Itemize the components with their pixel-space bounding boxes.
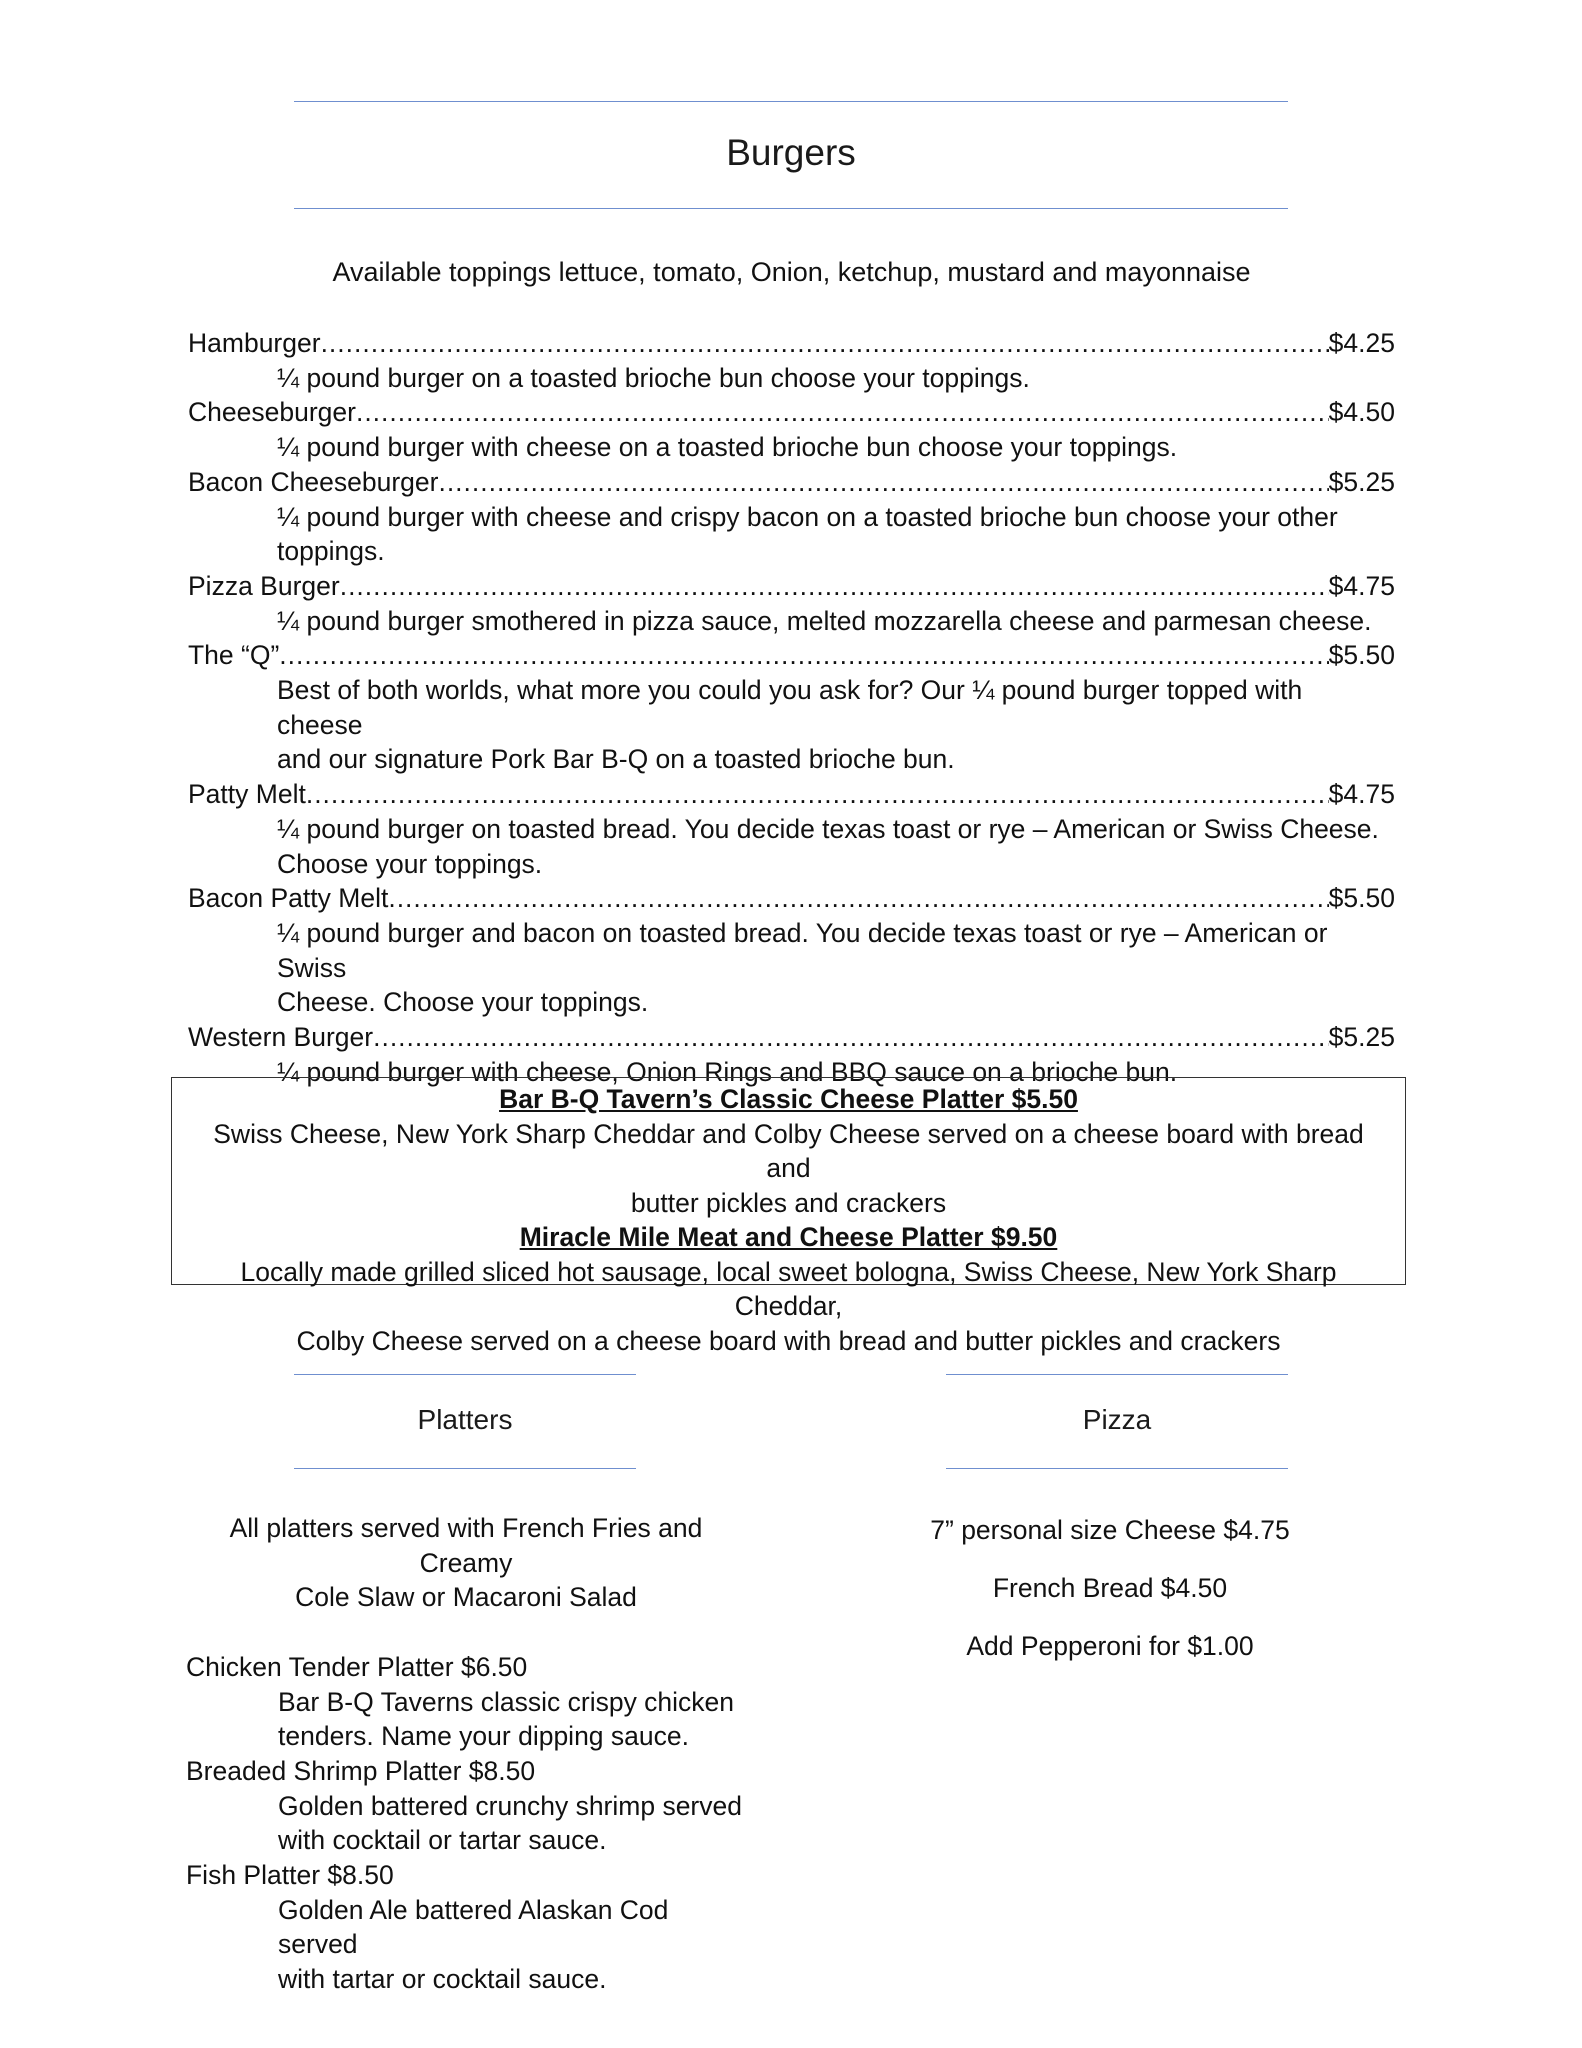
pizza-item-add-pepperoni: Add Pepperoni for $1.00: [966, 1631, 1254, 1662]
burger-item-bacon-patty-melt: [188, 881, 1395, 1020]
pizza-item-personal-cheese: 7” personal size Cheese $4.75: [930, 1515, 1290, 1545]
dot-leader: [340, 569, 1329, 604]
burger-list: [188, 326, 1395, 1089]
classic-cheese-platter-heading: Bar B-Q Tavern’s Classic Cheese Platter $5.50: [499, 1084, 1078, 1114]
item-description: Choose your toppings.: [277, 848, 543, 879]
item-description: ¼ pound burger and bacon on toasted bread. You decide texas toast or rye – American or Swiss: [277, 917, 1328, 983]
burgers-rule-top: [294, 101, 1288, 102]
platters-title: Platters: [417, 1404, 513, 1435]
dot-leader: [438, 465, 1328, 500]
platter-name: Chicken Tender Platter $6.50: [186, 1651, 528, 1682]
pizza-section: [910, 1513, 1310, 1688]
platter-item-chicken-tender: [186, 1650, 746, 1754]
burger-item-bacon-cheeseburger: [188, 465, 1395, 569]
item-name: Bacon Cheeseburger: [188, 466, 439, 497]
platter-description: with tartar or cocktail sauce.: [278, 1964, 607, 1995]
item-name: Bacon Patty Melt: [188, 883, 389, 914]
platters-intro: [186, 1511, 746, 1615]
item-description: ¼ pound burger on toasted bread. You decide texas toast or rye – American or Swiss Cheese.: [277, 813, 1379, 844]
platter-item-breaded-shrimp: [186, 1754, 746, 1858]
item-description: ¼ pound burger with cheese on a toasted brioche bun choose your toppings.: [277, 432, 1178, 463]
platter-description: with cocktail or tartar sauce.: [278, 1825, 607, 1856]
platter-description: Golden battered crunchy shrimp served: [278, 1790, 742, 1821]
item-description: ¼ pound burger smothered in pizza sauce, melted mozzarella cheese and parmesan cheese.: [277, 605, 1372, 636]
burger-item-pizza-burger: [188, 569, 1395, 638]
item-price: $5.25: [1328, 466, 1395, 497]
burger-item-the-q: [188, 638, 1395, 777]
item-name: Hamburger: [188, 328, 321, 358]
item-price: $5.50: [1328, 883, 1395, 914]
platter-description: Bar B-Q Taverns classic crispy chicken: [278, 1686, 735, 1717]
pizza-rule-top: [946, 1374, 1288, 1375]
item-description: toppings.: [277, 536, 385, 567]
classic-cheese-platter-text: Swiss Cheese, New York Sharp Cheddar and Colby Cheese served on a cheese board with bread and: [213, 1118, 1364, 1183]
item-name: Cheeseburger: [188, 397, 356, 428]
item-price: $4.50: [1328, 397, 1395, 428]
platter-name: Fish Platter $8.50: [186, 1860, 394, 1891]
burgers-toppings-note: Available toppings lettuce, tomato, Onion, ketchup, mustard and mayonnaise: [332, 257, 1251, 287]
dot-leader: [356, 395, 1329, 430]
platters-rule-top: [294, 1374, 636, 1375]
item-description: Cheese. Choose your toppings.: [277, 987, 649, 1018]
meat-cheese-platter-text: Colby Cheese served on a cheese board with bread and butter pickles and crackers: [296, 1325, 1281, 1356]
platter-name: Breaded Shrimp Platter $8.50: [186, 1755, 536, 1786]
dot-leader: [279, 638, 1328, 673]
item-description: ¼ pound burger on a toasted brioche bun choose your toppings.: [277, 362, 1030, 393]
burger-item-patty-melt: [188, 777, 1395, 881]
item-price: $4.25: [1328, 328, 1395, 358]
pizza-rule-bottom: [946, 1468, 1288, 1469]
platters-intro-line: All platters served with French Fries and Creamy: [229, 1513, 703, 1578]
item-name: Patty Melt: [188, 779, 306, 810]
cheese-platter-box: [171, 1077, 1406, 1356]
item-price: $4.75: [1328, 570, 1395, 601]
pizza-item-french-bread: French Bread $4.50: [992, 1573, 1228, 1604]
burgers-title: Burgers: [726, 132, 856, 173]
burger-item-hamburger: [188, 326, 1395, 395]
platters-intro-line: Cole Slaw or Macaroni Salad: [295, 1582, 637, 1613]
platters-section: [186, 1511, 746, 1997]
burger-item-cheeseburger: [188, 395, 1395, 464]
dot-leader: [388, 881, 1328, 916]
item-description: ¼ pound burger with cheese and crispy bacon on a toasted brioche bun choose your other: [277, 501, 1338, 532]
item-price: $4.75: [1328, 779, 1395, 810]
dot-leader: [321, 326, 1329, 361]
item-description: Best of both worlds, what more you could you ask for? Our ¼ pound burger topped with cheese: [277, 675, 1303, 740]
item-name: Western Burger: [188, 1022, 374, 1053]
item-price: $5.25: [1328, 1022, 1395, 1053]
classic-cheese-platter-text: butter pickles and crackers: [630, 1187, 947, 1218]
item-name: The “Q”: [188, 640, 280, 671]
platter-description: Golden Ale battered Alaskan Cod served: [278, 1894, 669, 1960]
platters-rule-bottom: [294, 1468, 636, 1469]
platter-description: tenders. Name your dipping sauce.: [278, 1721, 689, 1752]
pizza-title: Pizza: [1082, 1404, 1152, 1435]
item-description: ¼ pound burger with cheese, Onion Rings and BBQ sauce on a brioche bun.: [277, 1056, 1178, 1087]
item-name: Pizza Burger: [188, 570, 340, 601]
dot-leader: [306, 777, 1329, 812]
item-price: $5.50: [1328, 640, 1395, 671]
item-description: and our signature Pork Bar B-Q on a toasted brioche bun.: [277, 744, 955, 775]
meat-cheese-platter-heading: Miracle Mile Meat and Cheese Platter $9.50: [519, 1222, 1058, 1252]
meat-cheese-platter-text: Locally made grilled sliced hot sausage, local sweet bologna, Swiss Cheese, New York Sharp Cheddar,: [240, 1256, 1337, 1321]
platter-item-fish: [186, 1858, 746, 1997]
burgers-rule-bottom: [294, 208, 1288, 209]
dot-leader: [373, 1020, 1329, 1055]
